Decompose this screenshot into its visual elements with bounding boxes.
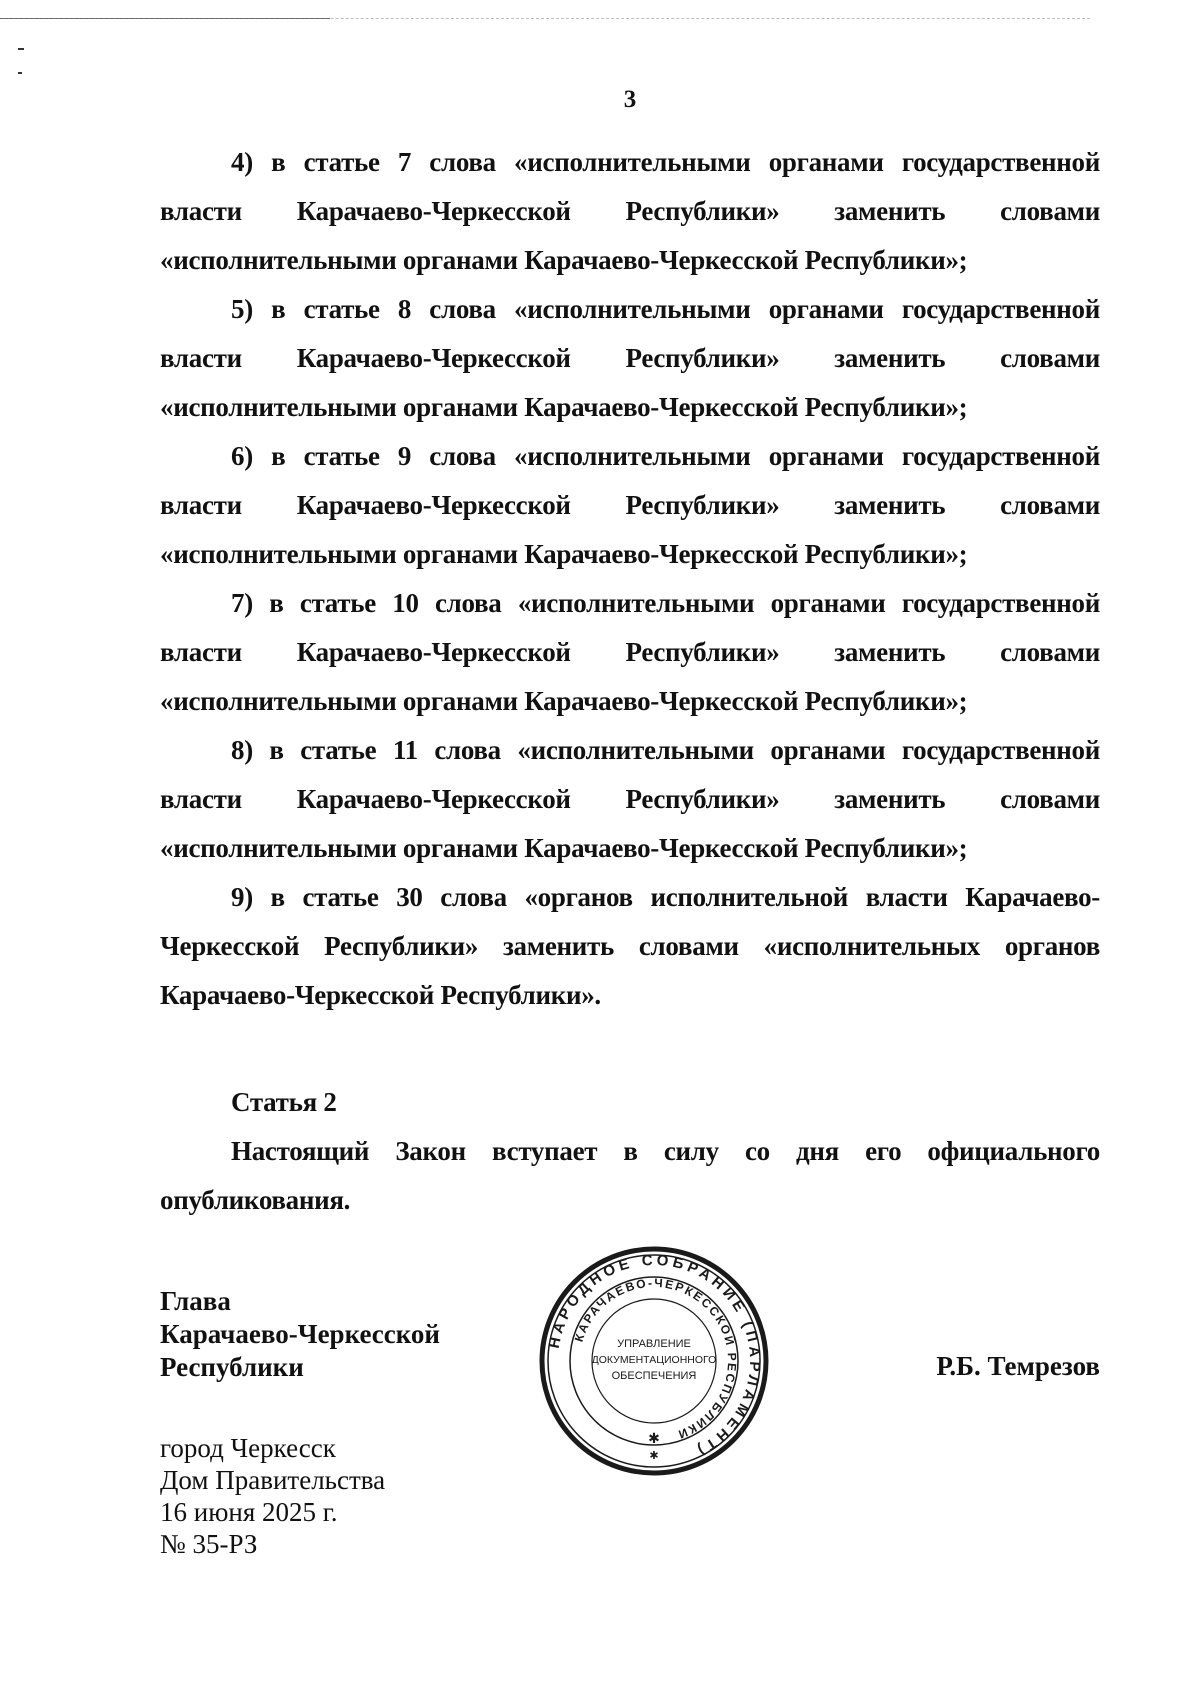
signature-title-line: Республики bbox=[160, 1352, 304, 1382]
signature-title-line: Глава bbox=[160, 1286, 231, 1316]
amendment-item-8: 8) в статье 11 слова «исполнительными органами государственной власти Карачаево-Черкесской Республики» заменить словами «исполнительными органами Карачаево-Черкесской Республики»; bbox=[160, 735, 1100, 863]
seal-star-icon: ✱ bbox=[649, 1450, 659, 1462]
seal-center-line: ОБЕСПЕЧЕНИЯ bbox=[611, 1370, 697, 1382]
seal-star-icon: ✱ bbox=[648, 1432, 660, 1447]
signatory-name: Р.Б. Темрезов bbox=[936, 1351, 1100, 1381]
article-2-heading: Статья 2 bbox=[231, 1087, 337, 1117]
amendment-item-7: 7) в статье 10 слова «исполнительными органами государственной власти Карачаево-Черкесской Республики» заменить словами «исполнительными органами Карачаево-Черкесской Республики»; bbox=[160, 588, 1100, 716]
article-2-text: Настоящий Закон вступает в силу со дня его официального опубликования. bbox=[160, 1136, 1100, 1215]
seal-center-line: УПРАВЛЕНИЕ bbox=[617, 1338, 691, 1350]
law-number: № 35-РЗ bbox=[160, 1529, 258, 1559]
amendment-item-6: 6) в статье 9 слова «исполнительными органами государственной власти Карачаево-Черкесской Республики» заменить словами «исполнительными органами Карачаево-Черкесской Республики»; bbox=[160, 441, 1100, 569]
seal-center-line: ДОКУМЕНТАЦИОННОГО bbox=[591, 1354, 717, 1366]
signature-title bbox=[160, 1285, 440, 1384]
amendment-item-5: 5) в статье 8 слова «исполнительными органами государственной власти Карачаево-Черкесской Республики» заменить словами «исполнительными органами Карачаево-Черкесской Республики»; bbox=[160, 294, 1100, 422]
building: Дом Правительства bbox=[160, 1465, 386, 1495]
seal-inner-text: КАРАЧАЕВО-ЧЕРКЕССКОЙ РЕСПУБЛИКИ bbox=[571, 1275, 740, 1443]
page-number: 3 bbox=[623, 86, 637, 113]
seal-outer-text: НАРОДНОЕ СОБРАНИЕ (ПАРЛАМЕНТ) bbox=[545, 1251, 764, 1461]
place-and-date bbox=[160, 1432, 385, 1560]
margin-speck bbox=[18, 48, 24, 50]
amendment-item-4: 4) в статье 7 слова «исполнительными органами государственной власти Карачаево-Черкесской Республики» заменить словами «исполнительными органами Карачаево-Черкесской Республики»; bbox=[160, 147, 1100, 275]
document-body bbox=[160, 138, 1100, 1225]
law-date: 16 июня 2025 г. bbox=[160, 1497, 338, 1527]
scan-edge-line-solid bbox=[0, 18, 330, 19]
signature-title-line: Карачаево-Черкесской bbox=[160, 1319, 440, 1349]
margin-speck bbox=[18, 72, 22, 74]
official-seal bbox=[538, 1245, 770, 1477]
city: город Черкесск bbox=[160, 1433, 336, 1463]
amendment-item-9: 9) в статье 30 слова «органов исполнительной власти Карачаево-Черкесской Республики» заменить словами «исполнительных органов Карачаево-Черкесской Республики». bbox=[160, 882, 1100, 1010]
